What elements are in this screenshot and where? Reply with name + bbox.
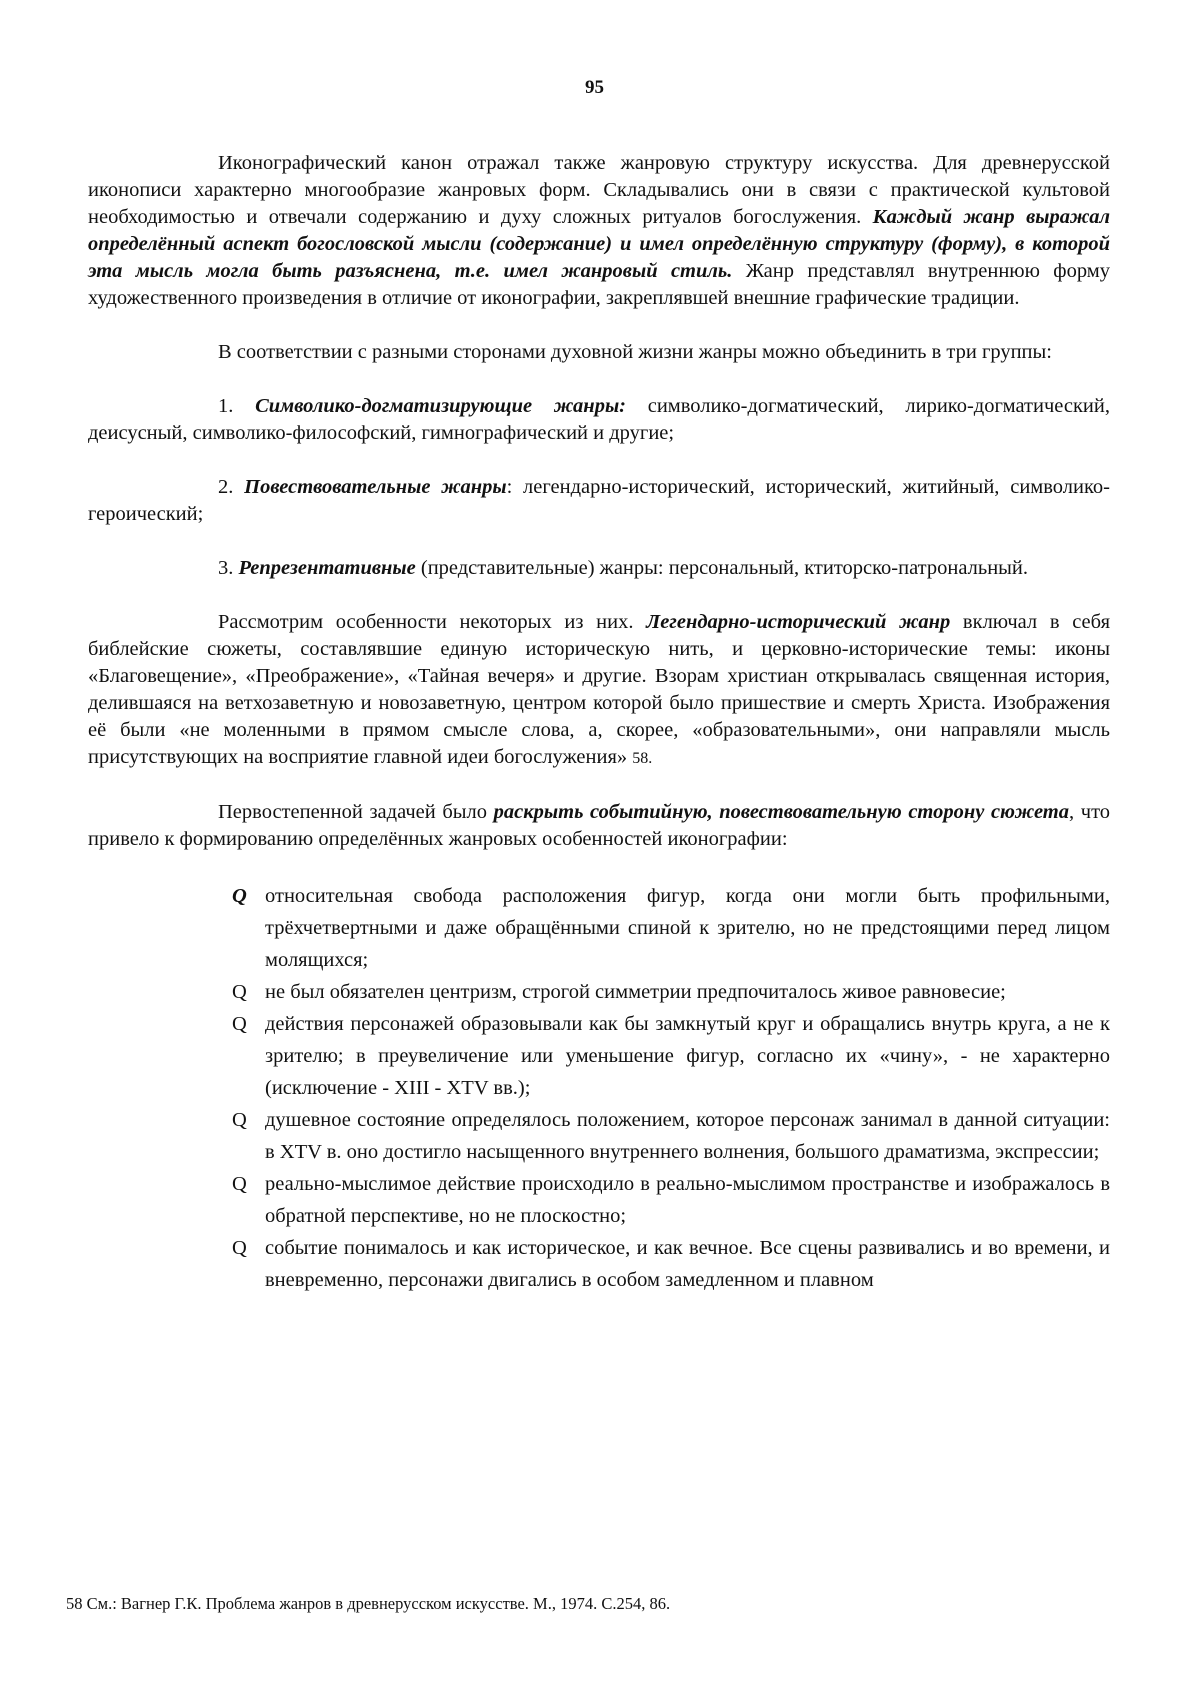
group-title: Символико-догматизирующие жанры: xyxy=(255,395,626,417)
paragraph-text: включал в себя библейские сюжеты, составлявшие единую историческую нить, и церковно-исторические темы: иконы «Благовещение», «Преображение», «Тайная вечеря» и другие. Взорам христиан открывалась священная история, делившаяся на ветхозаветную и новозаветную, центром которой было пришествие и смерть Христа. Изображения её были «не моленными в прямом смысле слова, а, скорее, «образовательными», они направляли мысль присутствующих на восприятие главной идеи богослужения» xyxy=(88,611,1110,768)
group-number: 1. xyxy=(218,395,256,417)
paragraph-text: Рассмотрим особенности некоторых из них. xyxy=(218,611,647,633)
group-item-1 xyxy=(88,393,1110,447)
emphasis-text: раскрыть событийную, повествовательную сторону сюжета xyxy=(493,801,1070,823)
group-title: Повествовательные жанры xyxy=(244,476,507,498)
list-item xyxy=(232,880,1110,976)
group-text: (представительные) жанры: персональный, ктиторско-патрональный. xyxy=(415,557,1029,579)
list-item xyxy=(232,1008,1110,1104)
bullet-marker: Q xyxy=(232,1109,247,1131)
list-item xyxy=(232,976,1110,1008)
paragraph-primary-task xyxy=(88,799,1110,853)
footnote-reference[interactable]: 58. xyxy=(632,750,653,767)
paragraph-text: , что привело к формированию определённых жанровых особенностей иконографии: xyxy=(88,801,1111,850)
group-title: Репрезентативные xyxy=(238,557,416,579)
bullet-marker: Q xyxy=(232,1013,247,1035)
footnote: 58 См.: Вагнер Г.К. Проблема жанров в древнерусском искусстве. М., 1974. С.254, 86. xyxy=(66,1594,671,1613)
list-item-text: действия персонажей образовывали как бы замкнутый круг и обращались внутрь круга, а не к зрителю; в преувеличение или уменьшение фигур, согласно их «чину», - не характерно (исключение - XIII - XTV вв.); xyxy=(265,1013,1110,1099)
group-item-2 xyxy=(88,474,1110,528)
emphasis-text: Легендарно-исторический жанр xyxy=(646,611,951,633)
paragraph-text: Иконографический канон отражал также жанровую структуру искусства. Для древнерусской иконописи характерно многообразие жанровых форм. Складывались они в связи с практической культовой необходимостью и отвечали содержанию и духу сложных ритуалов богослужения. xyxy=(88,152,1110,228)
list-item xyxy=(232,1104,1110,1168)
list-item-text: душевное состояние определялось положением, которое персонаж занимал в данной ситуации: в XTV в. оно достигло насыщенного внутреннего волнения, большого драматизма, экспрессии; xyxy=(265,1109,1110,1163)
group-text: : легендарно-исторический, исторический, житийный, символико-героический; xyxy=(88,476,1110,525)
group-number: 2. xyxy=(218,476,245,498)
group-number: 3. xyxy=(218,557,239,579)
page-number: 95 xyxy=(585,77,604,98)
bullet-marker: Q xyxy=(232,885,247,907)
bullet-marker: Q xyxy=(232,981,247,1003)
page-body xyxy=(88,150,1110,1296)
paragraph-text: Жанр представлял внутреннюю форму художественного произведения в отличие от иконографии, закреплявшей внешние графические традиции. xyxy=(88,260,1111,309)
list-item-text: реально-мыслимое действие происходило в реально-мыслимом пространстве и изображалось в обратной перспективе, но не плоскостно; xyxy=(265,1173,1110,1227)
group-item-3 xyxy=(88,555,1110,582)
paragraph-iconographic-canon xyxy=(88,150,1110,312)
list-item-text: событие понималось и как историческое, и как вечное. Все сцены развивались и во времени, и вневременно, персонажи двигались в особом замедленном и плавном xyxy=(265,1237,1110,1291)
paragraph-legendary-historical xyxy=(88,609,1110,772)
feature-list xyxy=(88,880,1110,1296)
emphasis-text: Каждый жанр выражал определённый аспект богословской мысли (содержание) и имел определённую структуру (форму), в которой эта мысль могла быть разъяснена, т.е. имел жанровый стиль. xyxy=(88,206,1111,282)
paragraph-text: Первостепенной задачей было xyxy=(218,801,494,823)
bullet-marker: Q xyxy=(232,1237,247,1259)
paragraph-groups-intro: В соответствии с разными сторонами духовной жизни жанры можно объединить в три группы: xyxy=(218,341,1052,363)
list-item xyxy=(232,1168,1110,1232)
list-item-text: не был обязателен центризм, строгой симметрии предпочиталось живое равновесие; xyxy=(265,981,1006,1003)
bullet-marker: Q xyxy=(232,1173,247,1195)
list-item xyxy=(232,1232,1110,1296)
group-text: символико-догматический, лирико-догматический, деисусный, символико-философский, гимнографический и другие; xyxy=(88,395,1110,444)
list-item-text: относительная свобода расположения фигур, когда они могли быть профильными, трёхчетвертными и даже обращёнными спиной к зрителю, но не предстоящими перед лицом молящихся; xyxy=(265,885,1110,971)
